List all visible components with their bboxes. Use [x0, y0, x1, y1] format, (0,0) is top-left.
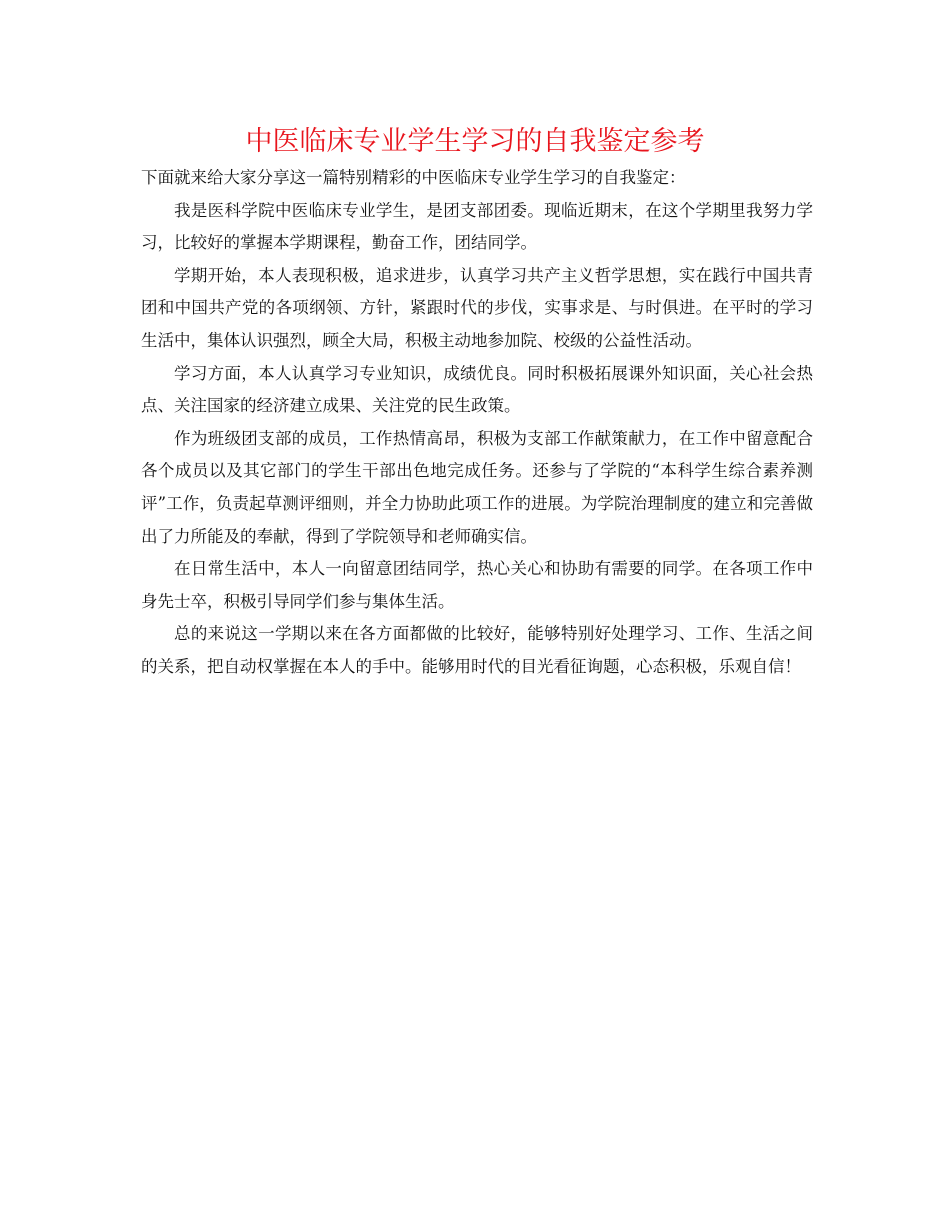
body-paragraph: 我是医科学院中医临床专业学生，是团支部团委。现临近期末，在这个学期里我努力学习，比较好的掌握本学期课程，勤奋工作，团结同学。: [141, 200, 813, 253]
body-paragraph: 学期开始，本人表现积极，追求进步，认真学习共产主义哲学思想，实在践行中国共青团和中国共产党的各项纲领、方针，紧跟时代的步伐，实事求是、与时俱进。在平时的学习生活中，集体认识强烈，顾全大局，积极主动地参加院、校级的公益性活动。: [141, 265, 813, 350]
body-paragraph: 在日常生活中，本人一向留意团结同学，热心关心和协助有需要的同学。在各项工作中身先士卒，积极引导同学们参与集体生活。: [141, 559, 813, 611]
body-paragraph: 总的来说这一学期以来在各方面都做的比较好，能够特别好处理学习、工作、生活之间的关系，把自动权掌握在本人的手中。能够用时代的目光看征询题，心态积极，乐观自信！: [141, 624, 813, 676]
document-title: 中医临床专业学生学习的自我鉴定参考: [245, 126, 705, 157]
intro-paragraph: 下面就来给大家分享这一篇特别精彩的中医临床专业学生学习的自我鉴定：: [141, 168, 686, 187]
body-paragraph: 学习方面，本人认真学习专业知识，成绩优良。同时积极拓展课外知识面，关心社会热点、关注国家的经济建立成果、关注党的民生政策。: [141, 363, 813, 416]
document-body: [141, 162, 813, 684]
body-paragraph: 作为班级团支部的成员，工作热情高昂，积极为支部工作献策献力，在工作中留意配合各个成员以及其它部门的学生干部出色地完成任务。还参与了学院的“本科学生综合素养测评”工作，负责起草测评细则，并全力协助此项工作的进展。为学院治理制度的建立和完善做出了力所能及的奉献，得到了学院领导和老师确实信。: [141, 428, 813, 546]
